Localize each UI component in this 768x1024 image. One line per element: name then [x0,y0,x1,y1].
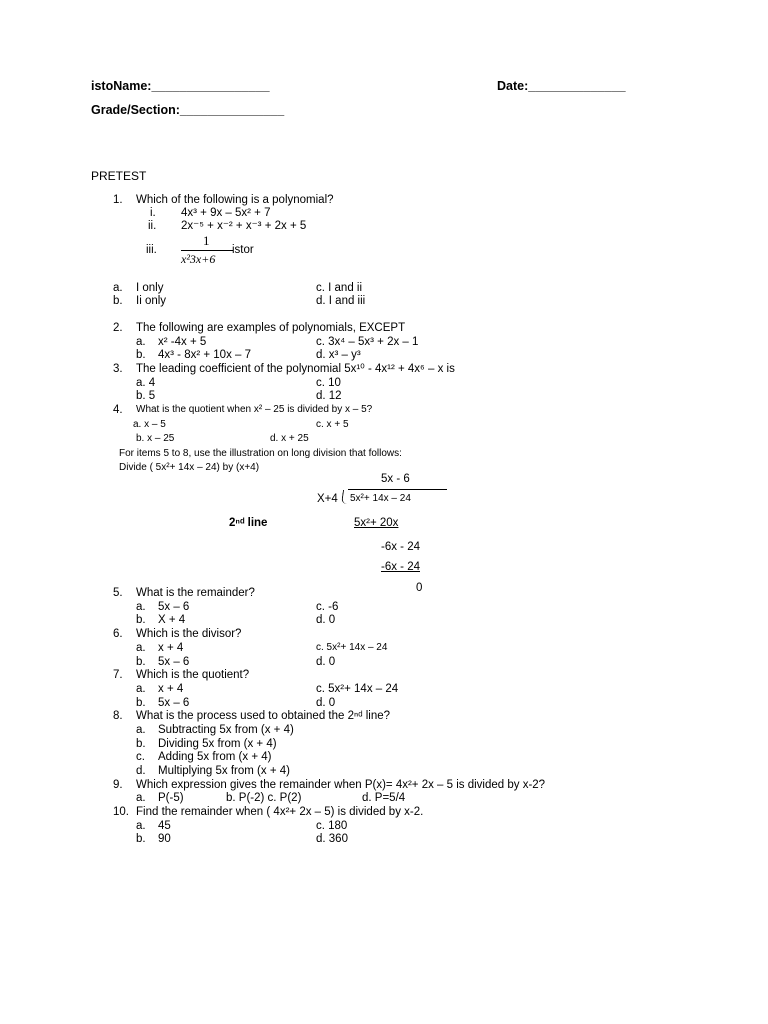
grade-blank: _______________ [179,103,285,117]
name-label: istoName: [91,79,152,93]
q2-number: 2. [113,322,123,334]
q10-text: Find the remainder when ( 4x²+ 2x – 5) is divided by x-2. [136,806,424,818]
q1-b-label: b. [113,295,123,307]
q1-option-d: d. I and iii [316,295,366,307]
q1-text: Which of the following is a polynomial? [136,194,334,206]
q10-number: 10. [113,806,129,818]
q9-option-a: P(-5) [158,792,184,804]
q1-opt-ii: 2x⁻⁵ + x⁻² + x⁻³ + 2x + 5 [181,220,307,232]
division-step-2: -6x - 24 [381,541,420,553]
q10-b-label: b. [136,833,146,845]
q8-text: What is the process used to obtained the 2ⁿᵈ line? [136,710,391,722]
q5-b-label: b. [136,614,146,626]
q1-number: 1. [113,194,123,206]
q3-number: 3. [113,363,123,375]
fraction-trailing-text: istor [232,244,254,256]
division-step-3: -6x - 24 [381,561,420,573]
date-blank: ______________ [528,79,626,93]
q5-option-c: c. -6 [316,601,339,613]
q8-d-label: d. [136,765,146,777]
q9-text: Which expression gives the remainder when P(x)= 4x²+ 2x – 5 is divided by x-2? [136,779,546,791]
q7-option-d: d. 0 [316,697,336,709]
division-step-1: 5x²+ 20x [354,517,399,529]
q9-option-d: d. P=5/4 [362,792,406,804]
grade-section-field [91,103,284,117]
fraction-numerator: 1 [203,233,210,248]
q8-number: 8. [113,710,123,722]
q1-opt-i-num: i. [150,207,156,219]
q10-option-d: d. 360 [316,833,348,845]
division-bracket [341,490,350,504]
division-dividend: 5x²+ 14x – 24 [350,493,411,504]
q8-b-label: b. [136,738,146,750]
q8-option-b: Dividing 5x from (x + 4) [158,738,277,750]
q7-option-b: 5x – 6 [158,697,190,709]
q2-text: The following are examples of polynomials, EXCEPT [136,322,406,334]
items-5-8-instruction: For items 5 to 8, use the illustration on long division that follows: [119,448,402,459]
division-bar [348,489,447,490]
second-line-label: 2ⁿᵈ line [229,517,268,529]
q6-a-label: a. [136,642,146,654]
q4-option-c: c. x + 5 [316,419,349,430]
fraction-bar [181,250,233,251]
q10-option-b: 90 [158,833,171,845]
q7-option-a: x + 4 [158,683,184,695]
name-blank: _________________ [151,79,270,93]
q2-option-a: x² -4x + 5 [158,336,207,348]
q9-number: 9. [113,779,123,791]
q4-option-d: d. x + 25 [270,433,309,444]
q6-option-d: d. 0 [316,656,336,668]
q1-option-c: c. I and ii [316,282,363,294]
q4-option-a: a. x – 5 [133,419,166,430]
q8-option-c: Adding 5x from (x + 4) [158,751,272,763]
q4-number: 4. [113,404,123,416]
divide-instruction: Divide ( 5x²+ 14x – 24) by (x+4) [119,462,260,473]
q7-number: 7. [113,669,123,681]
q5-option-a: 5x – 6 [158,601,190,613]
q3-option-a: a. 4 [136,377,156,389]
q2-option-b: 4x³ - 8x² + 10x – 7 [158,349,251,361]
q6-number: 6. [113,628,123,640]
q6-b-label: b. [136,656,146,668]
section-title: PRETEST [91,169,147,183]
name-field [91,79,270,93]
q10-option-c: c. 180 [316,820,348,832]
q2-option-d: d. x³ – y³ [316,349,361,361]
q7-option-c: c. 5x²+ 14x – 24 [316,683,399,695]
q4-option-b: b. x – 25 [136,433,175,444]
division-divisor: X+4 [317,493,338,505]
q7-text: Which is the quotient? [136,669,250,681]
date-field [497,79,626,93]
q7-a-label: a. [136,683,146,695]
q7-b-label: b. [136,697,146,709]
q1-option-a: I only [136,282,164,294]
date-label: Date: [497,79,529,93]
fraction-denominator: x²3x+6 [181,252,216,266]
grade-label: Grade/Section: [91,103,180,117]
q3-text: The leading coefficient of the polynomial 5x¹⁰ - 4x¹² + 4x⁶ – x is [136,363,455,375]
q5-a-label: a. [136,601,146,613]
q3-option-d: d. 12 [316,390,342,402]
q2-b-label: b. [136,349,146,361]
q5-option-b: X + 4 [158,614,186,626]
q6-option-b: 5x – 6 [158,656,190,668]
division-remainder: 0 [416,582,423,594]
q1-option-b: Ii only [136,295,167,307]
q6-text: Which is the divisor? [136,628,242,640]
q8-c-label: c. [136,751,145,763]
q2-option-c: c. 3x⁴ – 5x³ + 2x – 1 [316,336,419,348]
division-quotient: 5x - 6 [381,473,410,485]
q6-option-c: c. 5x²+ 14x – 24 [316,642,388,653]
q3-option-c: c. 10 [316,377,341,389]
q10-option-a: 45 [158,820,171,832]
q1-opt-iii-num: iii. [146,244,157,256]
q5-number: 5. [113,587,123,599]
q1-opt-i: 4x³ + 9x – 5x² + 7 [181,207,271,219]
q5-option-d: d. 0 [316,614,336,626]
q9-option-b-c: b. P(-2) c. P(2) [226,792,302,804]
q8-option-d: Multiplying 5x from (x + 4) [158,765,290,777]
q3-option-b: b. 5 [136,390,156,402]
q2-a-label: a. [136,336,146,348]
q8-option-a: Subtracting 5x from (x + 4) [158,724,294,736]
q5-text: What is the remainder? [136,587,255,599]
q1-opt-ii-num: ii. [148,220,157,232]
q1-a-label: a. [113,282,123,294]
q6-option-a: x + 4 [158,642,184,654]
q9-a-label: a. [136,792,146,804]
q8-a-label: a. [136,724,146,736]
q10-a-label: a. [136,820,146,832]
q4-text: What is the quotient when x² – 25 is divided by x – 5? [136,404,373,415]
